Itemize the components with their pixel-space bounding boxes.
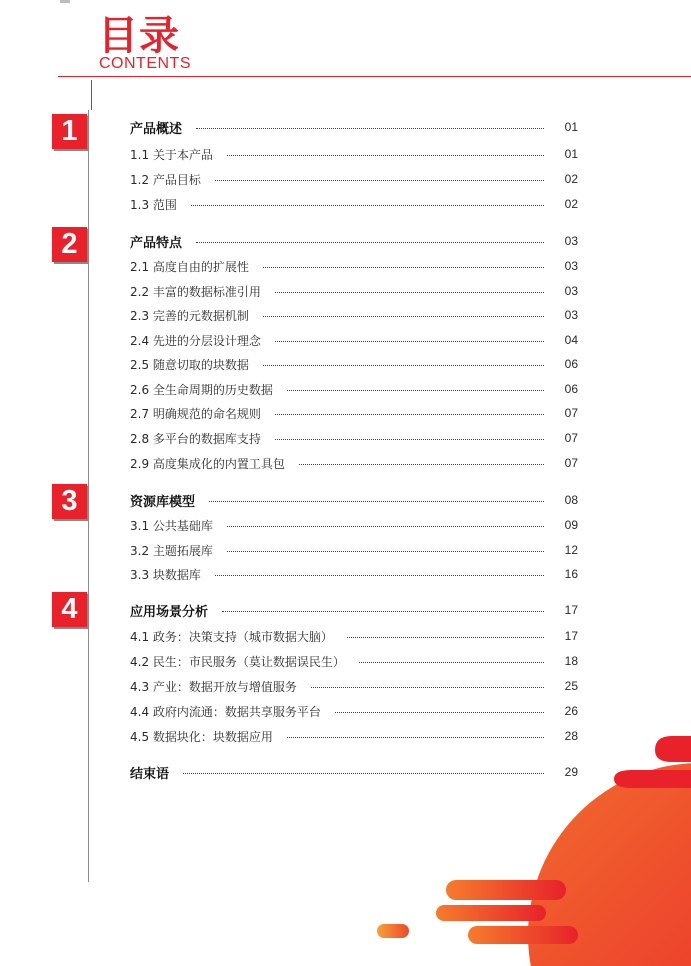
toc-heading-label: 产品概述 <box>130 121 183 137</box>
section-number-1: 1 <box>52 114 87 149</box>
toc-page-number: 17 <box>564 603 578 617</box>
toc-item-label: 2.4 先进的分层设计理念 <box>130 333 261 348</box>
toc-item-label: 4.4 政府内流通：数据共享服务平台 <box>130 704 321 719</box>
toc-page-number: 17 <box>564 629 578 643</box>
toc-page-number: 16 <box>564 567 578 581</box>
toc-item-label: 1.3 范围 <box>130 197 177 212</box>
page-title: 目录 <box>98 13 180 59</box>
toc-item-label: 1.2 产品目标 <box>130 172 201 187</box>
toc-item-label: 2.8 多平台的数据库支持 <box>130 431 261 446</box>
section-number-2: 2 <box>52 227 87 262</box>
toc-page-number: 07 <box>564 456 578 470</box>
toc-item-label: 2.6 全生命周期的历史数据 <box>130 382 273 397</box>
toc-page-number: 07 <box>564 431 578 445</box>
toc-page-number: 02 <box>564 197 578 211</box>
toc-page-number: 03 <box>564 259 578 273</box>
toc-page-number: 01 <box>564 147 578 161</box>
toc-page-number: 28 <box>564 729 578 743</box>
toc-page-number: 02 <box>564 172 578 186</box>
toc-item-label: 4.3 产业：数据开放与增值服务 <box>130 679 297 694</box>
toc-page-number: 03 <box>564 308 578 322</box>
toc-heading-label: 应用场景分析 <box>130 604 209 620</box>
pill-shape <box>446 880 566 900</box>
toc-heading-label: 产品特点 <box>130 235 183 251</box>
toc-page-number: 25 <box>564 679 578 693</box>
toc-item-label: 4.1 政务：决策支持（城市数据大脑） <box>130 629 333 644</box>
toc-item-label: 2.3 完善的元数据机制 <box>130 308 249 323</box>
small-pill-shape <box>377 924 409 938</box>
toc-item-label: 3.1 公共基础库 <box>130 518 213 533</box>
toc-page-number: 01 <box>564 120 578 134</box>
page-subtitle: CONTENTS <box>99 55 191 72</box>
toc-page-number: 03 <box>564 284 578 298</box>
toc-item-label: 4.5 数据块化：块数据应用 <box>130 729 273 744</box>
toc-item-label: 2.9 高度集成化的内置工具包 <box>130 456 285 471</box>
toc-page-number: 18 <box>564 654 578 668</box>
toc-heading-label: 资源库模型 <box>130 494 196 510</box>
wave-shape-bottom <box>614 770 691 788</box>
toc-item-label: 4.2 民生：市民服务（莫让数据误民生） <box>130 654 345 669</box>
toc-page-number: 26 <box>564 704 578 718</box>
toc-item-label: 3.3 块数据库 <box>130 567 201 582</box>
toc-heading-label: 结束语 <box>130 766 170 782</box>
pill-shape <box>436 905 546 921</box>
toc-item-label: 3.2 主题拓展库 <box>130 543 213 558</box>
toc-page-number: 06 <box>564 382 578 396</box>
section-number-4: 4 <box>52 592 87 627</box>
toc-page-number: 07 <box>564 406 578 420</box>
toc-item-label: 2.2 丰富的数据标准引用 <box>130 284 261 299</box>
toc-page-number: 12 <box>564 543 578 557</box>
toc-page-number: 09 <box>564 518 578 532</box>
toc-item-label: 1.1 关于本产品 <box>130 147 213 162</box>
wave-shape-top <box>655 736 691 762</box>
toc-page-number: 04 <box>564 333 578 347</box>
toc-page-number: 08 <box>564 493 578 507</box>
toc-page-number: 03 <box>564 234 578 248</box>
pill-shape <box>468 926 578 944</box>
toc-page-number: 06 <box>564 357 578 371</box>
section-number-3: 3 <box>52 484 87 519</box>
toc-item-label: 2.1 高度自由的扩展性 <box>130 259 249 274</box>
toc-item-label: 2.5 随意切取的块数据 <box>130 357 249 372</box>
toc-page-number: 29 <box>564 765 578 779</box>
toc-item-label: 2.7 明确规范的命名规则 <box>130 406 261 421</box>
